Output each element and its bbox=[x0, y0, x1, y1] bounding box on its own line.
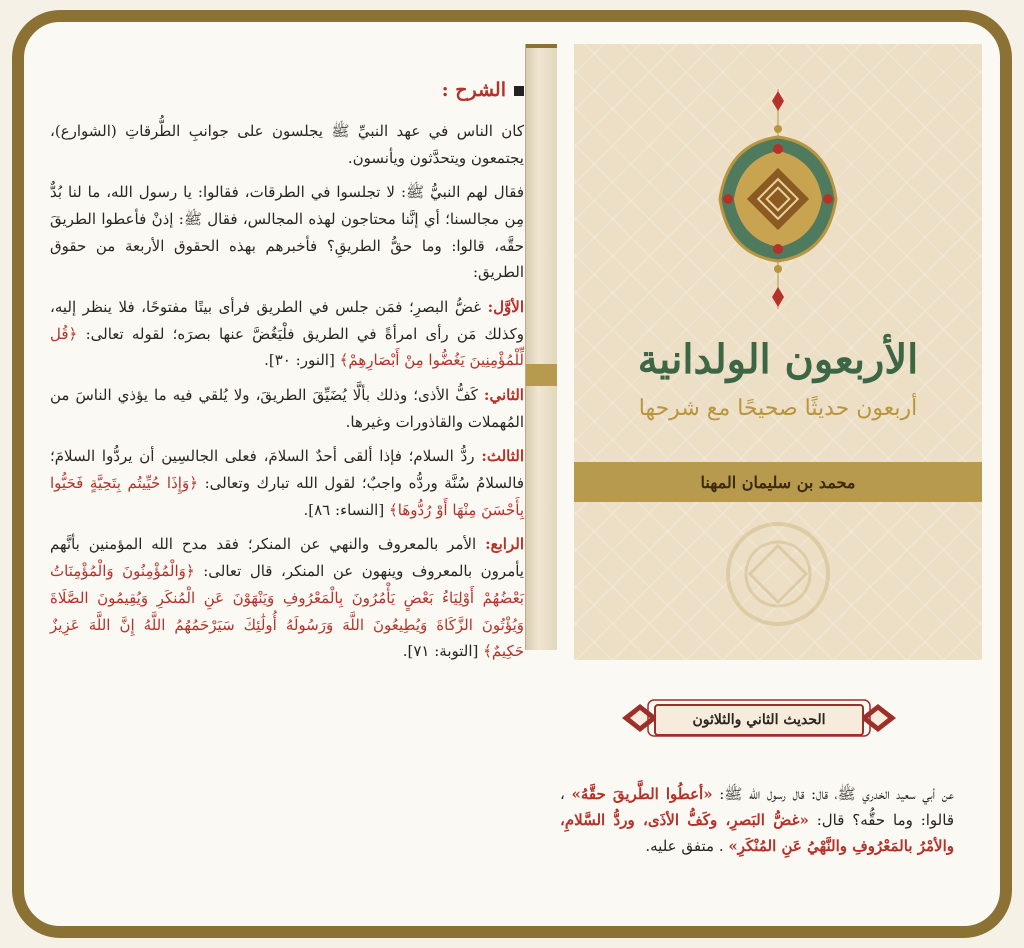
paragraph-1: كان الناس في عهد النبيِّ ﷺ يجلسون على جوانبِ الطُّرقاتِ (الشوارع)، يجتمعون ويتحدَّثون ويأنسون. bbox=[50, 121, 524, 167]
faded-rosette-icon bbox=[718, 514, 838, 634]
ref-third: [النساء: ٨٦]. bbox=[303, 500, 385, 519]
hadith-text bbox=[560, 782, 954, 859]
cover-subtitle: أربعون حديثًا صحيحًا مع شرحها bbox=[638, 396, 918, 421]
book-cover bbox=[574, 44, 982, 660]
hadith-intro: عن أبي سعيد الخدري ﷺ، قال: قال رسول الله ﷺ: bbox=[719, 785, 954, 803]
hadith-mid: ، قالوا: وما حقُّه؟ قال: bbox=[560, 785, 954, 829]
hadith-end: . متفق عليه. bbox=[645, 836, 724, 855]
hadith-quote-1: «أعطُوا الطَّريقَ حقَّهُ» bbox=[571, 785, 713, 803]
spine-gold-band bbox=[526, 364, 557, 386]
ornament-medallion-icon bbox=[712, 89, 844, 309]
text-second: كَفُّ الأذى؛ وذلك بألَّا يُضَيِّقَ الطريقَ، ولا يُلقي فيه ما يؤذي الناسَ من المُهملات والقاذورات وغيرها. bbox=[50, 386, 524, 431]
commentary-page bbox=[50, 60, 524, 940]
badge-label: الحديث الثاني والثلاثون bbox=[654, 704, 864, 736]
cover-author-band bbox=[574, 462, 982, 502]
term-first: الأوَّل: bbox=[487, 297, 524, 316]
right-third bbox=[50, 443, 524, 523]
text-third: ردُّ السلام؛ فإذا ألقى أحدٌ السلامَ، فعلى الجالسِين أن يردُّوا السلامَ؛ فالسلامُ سُنَّة وردُّه واجبٌ؛ لقول الله تبارك وتعالى: bbox=[50, 447, 524, 493]
cover-author: محمد بن سليمان المهنا bbox=[700, 472, 856, 492]
ref-first: [النور: ٣٠]. bbox=[264, 351, 335, 370]
section-heading bbox=[50, 74, 524, 108]
right-fourth bbox=[50, 531, 524, 664]
quran-third: ﴿وَإِذَا حُيِّيتُم بِتَحِيَّةٍ فَحَيُّوا بِأَحْسَنَ مِنْهَا أَوْ رُدُّوهَا﴾ bbox=[50, 474, 524, 519]
heading-text: الشرح : bbox=[441, 79, 506, 101]
text-first: غضُّ البصرِ؛ فمَن جلس في الطريق فرأى بيتًا مفتوحًا، فلا ينظر إليه، وكذلك مَن رأى امرأةً في الطريق فلْيَغُضَّ عنها بصرَه؛ لقوله تعالى: bbox=[50, 297, 524, 343]
quran-fourth: ﴿وَالْمُؤْمِنُونَ وَالْمُؤْمِنَاتُ بَعْضُهُمْ أَوْلِيَاءُ بَعْضٍ يَأْمُرُونَ بِالْمَعْرُوفِ وَيَنْهَوْنَ عَنِ الْمُنكَرِ وَيُقِيمُونَ الصَّلَاةَ وَيُؤْتُونَ الزَّكَاةَ وَيُطِيعُونَ اللَّهَ وَرَسُولَهُ أُولَٰئِكَ سَيَرْحَمُهُمُ اللَّهُ إِنَّ اللَّهَ عَزِيزٌ حَكِيمٌ﴾ bbox=[50, 562, 524, 661]
right-second bbox=[50, 382, 524, 435]
text-fourth: الأمر بالمعروف والنهي عن المنكر؛ فقد مدح الله المؤمنين بأنَّهم يأمرون بالمعروف وينهون عن المنكر، قال تعالى: bbox=[50, 535, 524, 581]
cover-title: الأربعون الولدانية bbox=[637, 336, 919, 383]
book-spine bbox=[525, 44, 557, 650]
quran-first: ﴿قُل لِّلْمُؤْمِنِينَ يَغُضُّوا مِنْ أَبْصَارِهِمْ﴾ bbox=[50, 324, 524, 370]
term-third: الثالث: bbox=[481, 447, 524, 466]
hadith-quote-2: «غضُّ البَصرِ، وكَفُّ الأذَى، وردُّ السَّلامِ، والأمْرُ بالمَعْرُوفِ والنَّهْيُ عَنِ المُنْكَرِ» bbox=[560, 810, 954, 855]
ref-fourth: [التوبة: ٧١]. bbox=[402, 642, 479, 661]
hadith-number-badge bbox=[618, 696, 900, 740]
term-second: الثاني: bbox=[483, 386, 524, 404]
spine-top-band bbox=[526, 44, 557, 48]
paragraph-2: فقال لهم النبيُّ ﷺ: لا تجلسوا في الطرقات، فقالوا: يا رسول الله، ما لنا بُدٌّ مِن مجالسنا؛ أي إنَّنا محتاجون لهذه المجالس، فقال ﷺ: إذنْ فأعطوا الطريقَ حقَّه، قالوا: وما حقُّ الطريقِ؟ فأخبرهم بهذه الحقوق الأربعة من حقوق الطريق: bbox=[50, 183, 524, 282]
term-fourth: الرابع: bbox=[485, 535, 524, 554]
square-bullet-icon bbox=[514, 86, 524, 96]
right-first bbox=[50, 294, 524, 374]
